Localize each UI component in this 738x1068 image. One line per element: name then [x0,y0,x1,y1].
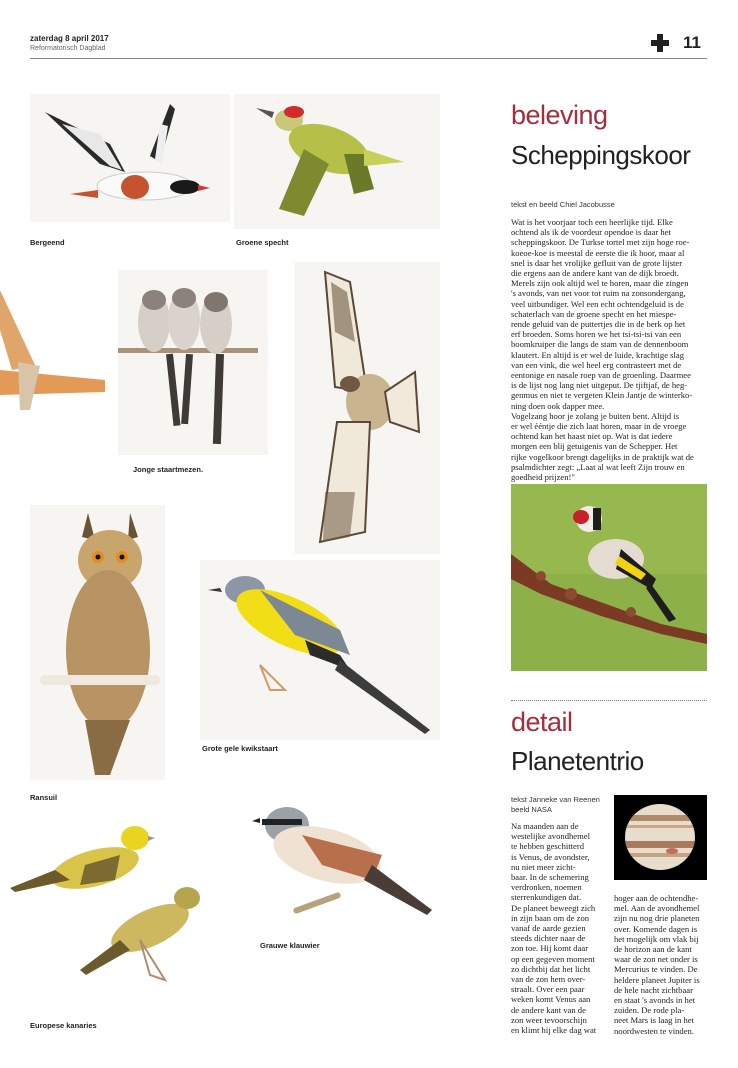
kwikstaart-illustration [200,560,440,740]
header-rule [30,58,707,59]
kanaries-illustration [0,810,225,1015]
klauwier-illustration [232,785,440,940]
issue-date: zaterdag 8 april 2017 [30,34,109,43]
ransuil-illustration [30,505,165,780]
article1-headline: Scheppingskoor [511,140,691,170]
staartmezen-illustration [118,270,268,455]
section-divider [511,700,707,701]
newspaper-name: Reformatorisch Dagblad [30,45,106,52]
article2-body-right: hoger aan de ochtendhe- mel. Aan de avondhemel zijn nu nog drie planeten over. Komende dagen is het mogelijk om vlak bij de horizon aan de kant waar de zon net onder is Mercurius te vinden. De heldere planeet Jupiter is de hele nacht zichtbaar en staat 's avonds in het zuiden. De rode pla- neet Mars is laag in het noordwesten te vinden. [614,893,700,1036]
caption-groene-specht: Groene specht [236,238,289,247]
caption-kwikstaart: Grote gele kwikstaart [202,744,278,753]
caption-kanaries: Europese kanaries [30,1021,97,1030]
article2-kicker: detail [511,707,573,737]
jupiter-photo [614,795,707,880]
article1-kicker: beleving [511,100,608,130]
article2-byline-text: tekst Janneke van Reenen [511,795,600,804]
partial-bird-illustration [0,270,110,418]
article2-body-left: Na maanden aan de westelijke avondhemel te hebben geschitterd is Venus, de avondster, nu niet meer zicht- baar. In de schemering verdronken, noemen sterrenkundigen dat. De planeet beweegt zich in zijn baan om de zon vanaf de aarde gezien steeds dichter naar de zon toe. Hij komt daar op een gegeven moment zo dichtbij dat het licht van de zon hem over- straalt. Over een paar weken komt Venus aan de andere kant van de zon weer tevoorschijn en klimt hij elke dag wat [511,821,597,1036]
plus-icon [651,34,669,52]
article2-headline: Planetentrio [511,746,644,776]
caption-staartmezen: Jonge staartmezen. [133,465,204,474]
caption-klauwier: Grauwe klauwier [260,941,320,950]
article1-byline: tekst en beeld Chiel Jacobusse [511,200,615,209]
buizerd-illustration [295,262,440,554]
caption-bergeend: Bergeend [30,238,65,247]
bergeend-illustration [30,94,230,222]
goldfinch-photo [511,484,707,671]
article2-byline-image: beeld NASA [511,805,552,814]
page-number: 11 [683,33,701,52]
caption-ransuil: Ransuil [30,793,58,802]
groene-specht-illustration [234,94,440,229]
article1-body: Wat is het voorjaar toch een heerlijke tijd. Elke ochtend als ik de voordeur opendoe is daar het scheppingskoor. De Turkse tortel met zijn hoge roe- koeoe-koe is meestal de eerste die ik hoor, maar al snel is daar het vrolijke gefluit van de grote lijster die ergens aan de andere kant van de dijk broedt. Merels zijn ook altijd wel te horen, maar die zingen 's avonds, van net voor tot ruim na zonsondergang, veel uitbundiger. Wel een echt ochtendgeluid is de schaterlach van de groene specht en het miespe- rende geluid van de puttertjes die in de berk op het erf broeden. Soms horen we het tsi-tsi-tsi van een boomkruiper die langs de stam van de dennenboom klautert. En altijd is er wel de luide, krachtige slag van een vink, die wel heel erg contrasteert met de eentonige en nasale roep van de groenling. Daarmee is de lijst nog lang niet uitgeput. De tjiftjaf, de heg- genmus en niet te vergeten Klein Jantje de winterko- ning doen ook dapper mee. Vogelzang hoor je zolang je buiten bent. Altijd is er wel ééntje die zich laat horen, maar in de vroege ochtend kan het haast niet op. Wat is dat iedere morgen een blij getuigenis van de Schepper. Het rijke vogelkoor brengt dagelijks in de praktijk wat de psalmdichter zegt: „Laat al wat leeft Zijn trouw en goedheid prijzen!" [511,217,694,483]
